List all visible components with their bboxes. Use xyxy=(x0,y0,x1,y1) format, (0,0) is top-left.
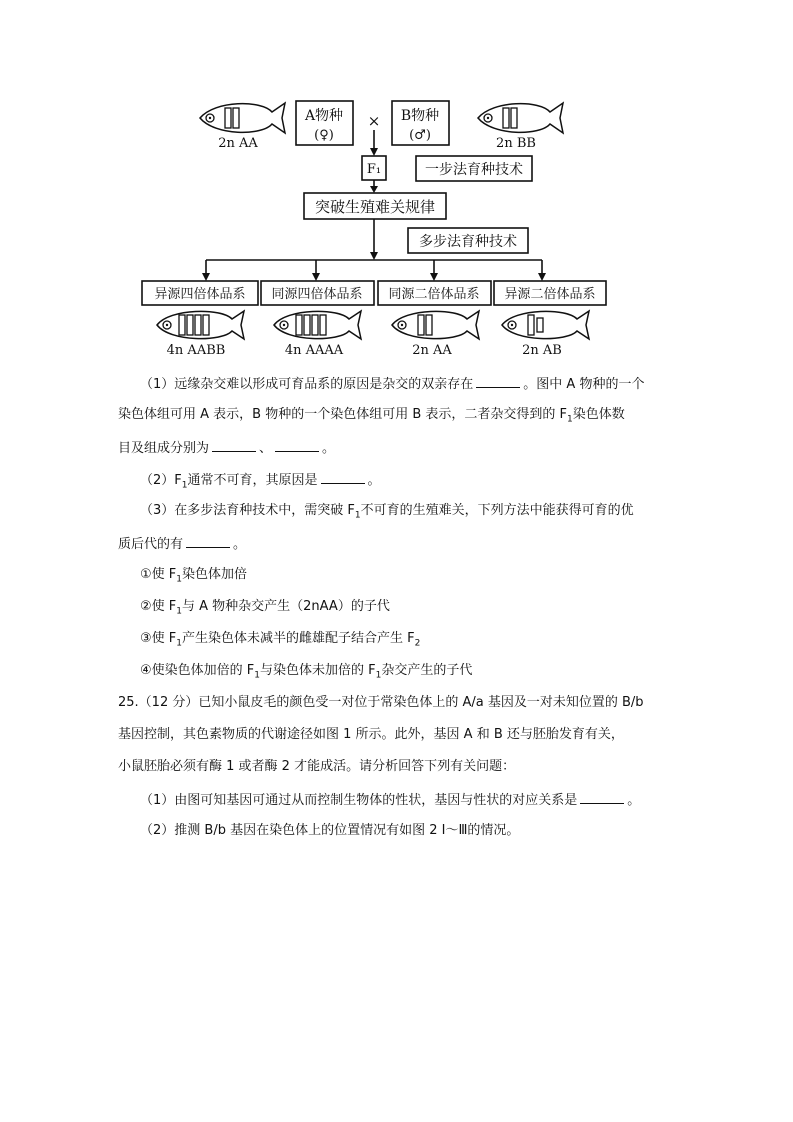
species-a-box xyxy=(296,101,353,145)
one-step-label: 一步法育种技术 xyxy=(425,162,523,178)
fish-top-left xyxy=(200,103,285,151)
answer-blank xyxy=(321,472,365,484)
q24-p1-l3sep: 、 xyxy=(259,441,273,456)
q25-line2: 基因控制，其色素物质的代谢途径如图 1 所示。此外，基因 A 和 B 还与胚胎发育有关， xyxy=(118,727,624,742)
opt1b: 染色体加倍 xyxy=(182,567,248,582)
q24-option-4 xyxy=(140,663,473,681)
q24-p2b: 通常不可育，其原因是 xyxy=(187,473,318,488)
q24-p3-line1 xyxy=(140,503,634,521)
fish-bottom-4-label: 2n AB xyxy=(522,343,562,358)
q24-p1-line2 xyxy=(118,407,625,425)
fish-bottom-2 xyxy=(274,311,361,358)
multi-step-label: 多步法育种技术 xyxy=(419,234,517,250)
q24-p1-line3 xyxy=(118,440,335,456)
q24-p2a: （2）F xyxy=(140,473,182,488)
q24-p1-l1a: （1）远缘杂交难以形成可育品系的原因是杂交的双亲存在 xyxy=(140,377,474,392)
species-b-name: B物种 xyxy=(400,108,440,124)
species-b-sex: (♂) xyxy=(409,128,431,143)
fish-top-right xyxy=(478,103,563,151)
q24-p2end: 。 xyxy=(367,473,381,488)
q24-p3-line2 xyxy=(118,536,246,552)
q24-option-3 xyxy=(140,631,421,649)
q24-p3-l1sub: 1 xyxy=(354,510,361,521)
opt4sub: 1 xyxy=(254,670,260,681)
q24-p3-l2end: 。 xyxy=(233,537,247,552)
q24-p3-l1a: （3）在多步法育种技术中，需突破 F xyxy=(140,503,355,518)
q25-line1: 25.（12 分）已知小鼠皮毛的颜色受一对位于常染色体上的 A/a 基因及一对未知位置的 B/b xyxy=(118,695,644,710)
q24-p3-l2a: 质后代的有 xyxy=(118,537,184,552)
q25-p1end: 。 xyxy=(627,793,641,808)
line-name-2: 同源四倍体品系 xyxy=(271,287,363,302)
answer-blank xyxy=(186,536,230,548)
line-box-2 xyxy=(261,281,374,305)
opt4b: 与染色体未加倍的 F xyxy=(260,663,376,678)
line-box-1 xyxy=(142,281,258,305)
q24-p1-l2sub: 1 xyxy=(567,414,573,425)
q24-option-1 xyxy=(140,567,248,585)
opt1sub: 1 xyxy=(176,574,182,585)
line-name-3: 同源二倍体品系 xyxy=(388,287,480,302)
fish-top-right-label: 2n BB xyxy=(496,136,536,151)
fish-bottom-1-label: 4n AABB xyxy=(166,343,226,358)
line-name-1: 异源四倍体品系 xyxy=(154,287,246,302)
q24-p1-l3a: 目及组成分别为 xyxy=(118,441,210,456)
q25-p1 xyxy=(140,792,640,808)
line-name-4: 异源二倍体品系 xyxy=(504,287,596,302)
opt4sub2: 1 xyxy=(375,670,382,681)
breeding-diagram xyxy=(0,0,793,370)
opt2sub: 1 xyxy=(176,606,182,617)
q25-p1a: （1）由图可知基因可通过从而控制生物体的性状，基因与性状的对应关系是 xyxy=(140,793,578,808)
answer-blank xyxy=(212,440,256,452)
fish-bottom-2-label: 4n AAAA xyxy=(284,343,344,358)
species-a-sex: (♀) xyxy=(314,128,334,143)
opt3b: 产生染色体未减半的雌雄配子结合产生 F xyxy=(182,631,415,646)
q25-p2: （2）推测 B/b 基因在染色体上的位置情况有如图 2 Ⅰ～Ⅲ的情况。 xyxy=(140,823,520,838)
fish-bottom-3 xyxy=(392,311,479,358)
opt4c: 杂交产生的子代 xyxy=(381,663,473,678)
opt2a: ②使 F xyxy=(140,599,177,614)
q24-p1-l1b: 。图中 A 物种的一个 xyxy=(523,377,645,392)
fish-bottom-1 xyxy=(157,311,244,358)
opt3sub2: 2 xyxy=(414,638,421,649)
answer-blank xyxy=(275,440,319,452)
opt4a: ④使染色体加倍的 F xyxy=(140,663,255,678)
line-box-3 xyxy=(378,281,491,305)
q24-p2 xyxy=(140,472,381,491)
answer-blank xyxy=(476,376,520,388)
q24-p1-line1 xyxy=(140,376,644,392)
breakthrough-label: 突破生殖难关规律 xyxy=(314,198,436,216)
fish-top-left-label: 2n AA xyxy=(218,136,258,151)
cross-symbol: × xyxy=(367,112,381,130)
q25-line3: 小鼠胚胎必须有酶 1 或者酶 2 才能成活。请分析回答下列有关问题： xyxy=(118,759,516,774)
f1-label: F₁ xyxy=(366,162,382,177)
fish-bottom-3-label: 2n AA xyxy=(412,343,452,358)
line-box-4 xyxy=(494,281,606,305)
opt1a: ①使 F xyxy=(140,567,177,582)
fish-bottom-4 xyxy=(502,311,589,358)
q24-p2sub: 1 xyxy=(181,480,188,491)
species-b-box xyxy=(392,101,449,145)
q24-p1-l3end: 。 xyxy=(322,441,336,456)
opt3sub: 1 xyxy=(176,638,182,649)
q24-p1-l2b: 染色体数 xyxy=(572,407,625,422)
species-a-name: A物种 xyxy=(304,108,344,124)
q24-p3-l1b: 不可育的生殖难关，下列方法中能获得可育的优 xyxy=(360,503,634,518)
opt2b: 与 A 物种杂交产生（2nAA）的子代 xyxy=(182,599,390,614)
q24-option-2 xyxy=(140,599,390,617)
opt3a: ③使 F xyxy=(140,631,177,646)
q24-p1-l2a: 染色体组可用 A 表示，B 物种的一个染色体组可用 B 表示，二者杂交得到的 F xyxy=(118,407,568,422)
answer-blank xyxy=(580,792,624,804)
